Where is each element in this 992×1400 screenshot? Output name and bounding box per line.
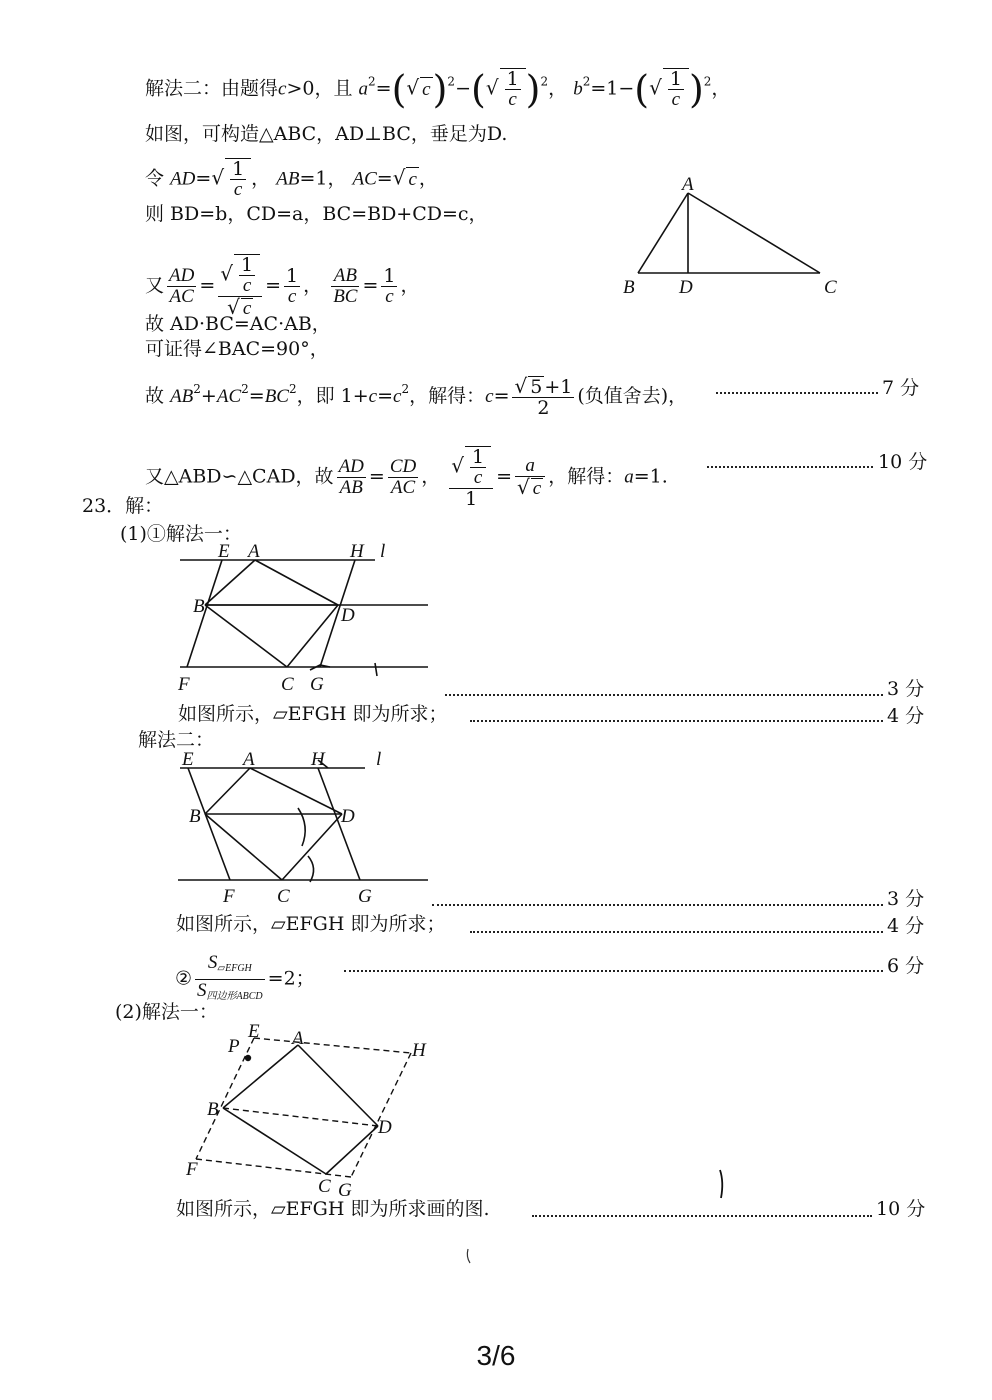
leader-dots	[532, 1215, 872, 1217]
sol2-line5: 又 $\frac{AD}{AC}$ = √ $\frac{1}{c}$ √ c = $\frac{1}{c}$ ， $\frac{AB}{BC}$ = $\frac{1}{c}$ ，	[145, 254, 420, 319]
q23-part1-title: (1)①解法一：	[120, 523, 242, 545]
sol2-line1: 解法二：由题得c>0，且 $a^2=(√$ c)$^2$−(√ $\frac{1}{c}$ )$^2$， $b^2=1-(√$ $\frac{1}{c}$ )$^2$，	[145, 67, 731, 112]
label-D: D	[679, 277, 693, 298]
label-B: B	[193, 596, 205, 617]
label-C: C	[277, 886, 290, 907]
label-l: l	[376, 749, 382, 770]
score-3b: 3 分	[887, 888, 925, 910]
q23-header: 23．解：	[82, 495, 164, 517]
label-E: E	[218, 541, 230, 562]
sol2-line2: 如图，可构造△ABC，AD⊥BC，垂足为D.	[145, 123, 508, 145]
leader-dots	[344, 970, 883, 972]
leader-dots	[432, 904, 883, 906]
area-ratio: ② $\frac{S_{▱EFGH}}{S_{四边形ABCD}}$ =2；	[175, 952, 315, 1002]
answer-2: 如图所示，▱EFGH 即为所求；	[176, 913, 446, 935]
label-C: C	[824, 277, 837, 298]
label-B: B	[189, 806, 201, 827]
label-A: A	[243, 749, 255, 770]
sol2-line8: 故 $AB^2+AC^2=BC^2$，即 $1+c=c^2$，解得：c= $\frac{√ 5 +1}{2}$ (负值舍去)，	[145, 374, 688, 419]
label-A: A	[248, 541, 260, 562]
label-D: D	[341, 605, 355, 626]
label-l: l	[380, 541, 386, 562]
score-3a: 3 分	[887, 678, 925, 700]
label-D: D	[341, 806, 355, 827]
sol2-line4: 则 BD=b，CD=a，BC=BD+CD=c，	[145, 203, 488, 225]
label-F: F	[178, 674, 190, 695]
label-A: A	[682, 174, 694, 195]
score-4b: 4 分	[887, 915, 925, 937]
page-number: 3/6	[476, 1340, 516, 1371]
answer-1: 如图所示，▱EFGH 即为所求；	[178, 703, 448, 725]
label-G: G	[358, 886, 372, 907]
sol2-line6: 故 AD·BC=AC·AB，	[145, 313, 331, 335]
pen-mark	[712, 1168, 732, 1202]
label-A: A	[292, 1028, 304, 1049]
label-C: C	[318, 1176, 331, 1197]
label-F: F	[186, 1159, 198, 1180]
label-G: G	[310, 674, 324, 695]
label-B: B	[623, 277, 635, 298]
leader-dots	[445, 694, 883, 696]
sol2-line9: 又△ABD∽△CAD，故 $\frac{AD}{AB}$ = $\frac{CD}{AC}$ ， √ $\frac{1}{c}$ 1 = $\frac{a}{√ c}$ ，解得：a=1.	[145, 446, 668, 510]
score-6: 6 分	[887, 955, 925, 977]
label-E: E	[248, 1021, 260, 1042]
figure-3	[180, 1020, 440, 1200]
sol2-line7: 可证得∠BAC=90°，	[145, 338, 329, 360]
sol2-line3: 令 AD=√ $\frac{1}{c}$ ， AB=1， AC=√ c ，	[145, 158, 438, 200]
score-7: 7 分	[882, 377, 920, 399]
triangle-figure	[610, 170, 850, 300]
figure-2	[170, 746, 440, 916]
label-P: P	[228, 1036, 240, 1057]
score-10a: 10 分	[878, 451, 928, 473]
score-4a: 4 分	[887, 705, 925, 727]
label-F: F	[223, 886, 235, 907]
leader-dots	[716, 392, 878, 394]
leader-dots	[707, 466, 873, 468]
q23-part2-title: (2)解法一：	[115, 1001, 218, 1023]
pen-mark	[462, 1245, 476, 1267]
label-H: H	[311, 749, 325, 770]
label-C: C	[281, 674, 294, 695]
label-D: D	[378, 1117, 392, 1138]
score-10b: 10 分	[876, 1198, 926, 1220]
figure-1	[170, 540, 440, 700]
leader-dots	[470, 720, 883, 722]
label-H: H	[350, 541, 364, 562]
q23-sol2-title: 解法二：	[138, 729, 215, 751]
label-G: G	[338, 1180, 352, 1201]
label-E: E	[182, 749, 194, 770]
answer-3: 如图所示，▱EFGH 即为所求画的图.	[176, 1198, 490, 1220]
leader-dots	[470, 931, 883, 933]
label-B: B	[207, 1099, 219, 1120]
label-H: H	[412, 1040, 426, 1061]
